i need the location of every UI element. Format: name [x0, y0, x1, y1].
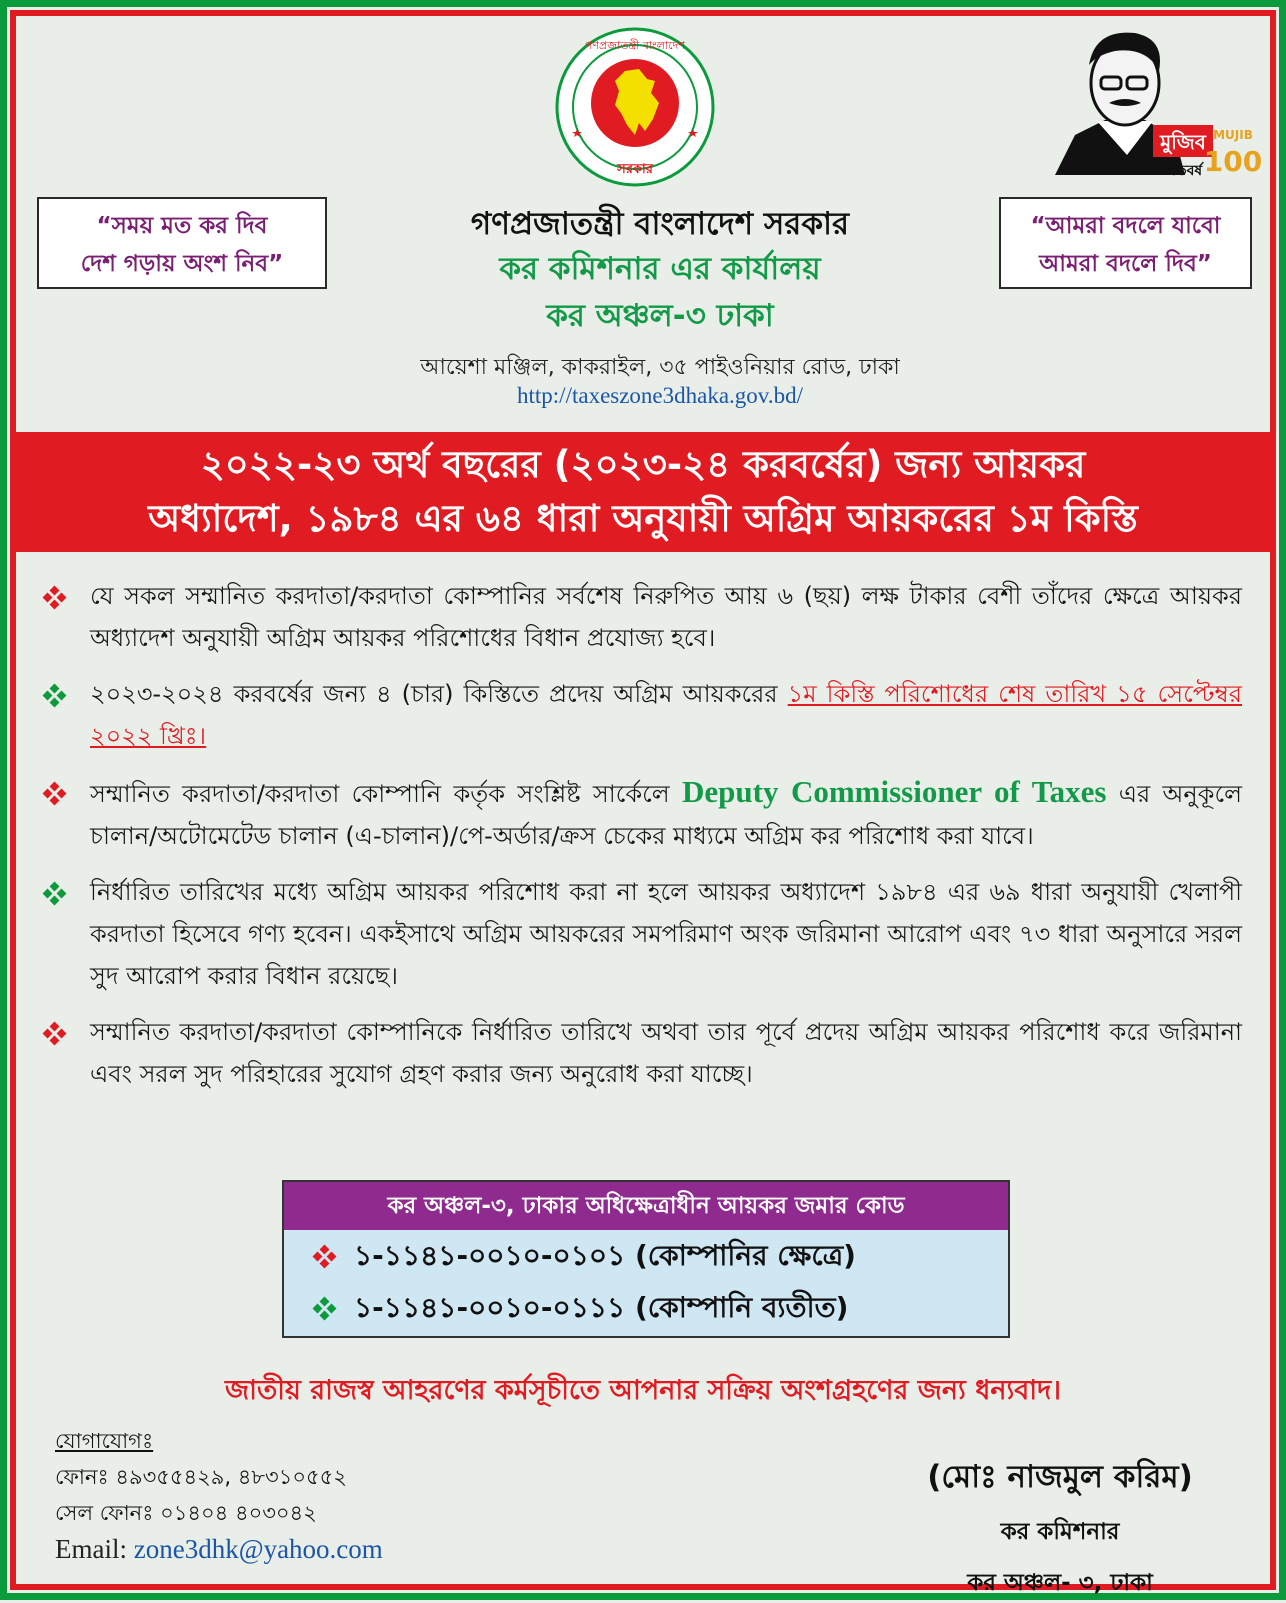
tax-code-company-text: ১-১১৪১-০০১০-০১০১ (কোম্পানির ক্ষেত্রে) [354, 1239, 856, 1272]
slogan-box-right [999, 197, 1252, 289]
bullet-text-4: নির্ধারিত তারিখের মধ্যে অগ্রিম আয়কর পরিশোধ করা না হলে আয়কর অধ্যাদেশ ১৯৮৪ এর ৬৯ ধারা অনুযায়ী খেলাপী করদাতা হিসেবে গণ্য হবেন। একইসাথে অগ্রিম আয়করের সমপরিমাণ অংক জরিমানা আরোপ এবং ৭৩ ধারা অনুসারে সরল সুদ আরোপ করার বিধান রয়েছে। [90, 878, 1242, 990]
bullet-item-2 [42, 673, 1242, 757]
bullet-text-3: সম্মানিত করদাতা/করদাতা কোম্পানি কর্তৃক সংশ্লিষ্ট সার্কেলে [90, 780, 683, 808]
email-link[interactable]: zone3dhk@yahoo.com [133, 1534, 383, 1564]
government-title: গণপ্রজাতন্ত্রী বাংলাদেশ সরকার [470, 206, 850, 242]
diamond-bullet-icon [42, 585, 68, 611]
mujib-year-text: শতবর্ষ [1167, 163, 1203, 179]
zone-title: কর অঞ্চল-৩ ঢাকা [546, 298, 774, 334]
mujib-100-logo [1035, 25, 1263, 185]
seal-text-top: গণপ্রজাতন্ত্রী বাংলাদেশ [585, 39, 685, 52]
diamond-bullet-icon [42, 1021, 68, 1047]
tax-code-company [284, 1230, 1008, 1282]
banner-line-2: অধ্যাদেশ, ১৯৮৪ এর ৬৪ ধারা অনুযায়ী অগ্রিম আয়করের ১ম কিস্তি [148, 497, 1138, 540]
bullet-item-1 [42, 575, 1242, 659]
signatory-title: কর কমিশনার [1000, 1519, 1120, 1545]
website-link[interactable]: http://taxeszone3dhaka.gov.bd/ [517, 383, 803, 408]
bullet-item-4 [42, 871, 1242, 997]
bullet-text-2: ২০২৩-২০২৪ করবর্ষের জন্য ৪ (চার) কিস্তিতে প্রদেয় অগ্রিম আয়করের [90, 680, 788, 708]
contact-email-row [55, 1531, 383, 1567]
contact-block [55, 1423, 383, 1567]
office-address: আয়েশা মঞ্জিল, কাকরাইল, ৩৫ পাইওনিয়ার রোড, ঢাকা [420, 355, 900, 380]
slogan-right-line-2: আমরা বদলে দিব” [1039, 251, 1212, 277]
slogan-right-line-1: “আমরা বদলে যাবো [1030, 213, 1221, 239]
contact-cell: সেল ফোনঃ ০১৪০৪ ৪০৩০৪২ [55, 1501, 317, 1525]
mujib-100-text: 100 [1203, 145, 1263, 178]
bullet-text-5: সম্মানিত করদাতা/করদাতা কোম্পানিকে নির্ধারিত তারিখে অথবা তার পূর্বে প্রদেয় অগ্রিম আয়কর পরিশোধ করে জরিমানা এবং সরল সুদ পরিহারের সুযোগ গ্রহণ করার জন্য অনুরোধ করা যাচ্ছে। [90, 1018, 1242, 1088]
deadline-highlight: ১ম কিস্তি পরিশোধের শেষ তারিখ ১৫ সেপ্টেম্বর ২০২২ খ্রিঃ। [90, 680, 1243, 750]
office-title: কর কমিশনার এর কার্যালয় [499, 251, 821, 287]
government-seal-icon [555, 27, 715, 187]
mujib-en-text: MUJIB [1213, 128, 1253, 142]
signatory-name: (মোঃ নাজমুল করিম) [927, 1459, 1193, 1495]
bullet-item-3 [42, 771, 1242, 857]
slogan-box-left [37, 197, 327, 289]
tax-code-title: কর অঞ্চল-৩, ঢাকার অধিক্ষেত্রাধীন আয়কর জমার কোড [284, 1182, 1008, 1230]
email-label: Email: [55, 1534, 134, 1564]
bullet-text-3-rest: এর অনুকূলে চালান/অটোমেটেড চালান (এ-চালান)/পে-অর্ডার/ক্রস চেকের মাধ্যমে অগ্রিম কর পরিশোধ করা যাবে। [90, 780, 1242, 850]
deputy-commissioner-text: Deputy Commissioner of Taxes [682, 774, 1107, 809]
notice-banner [16, 432, 1270, 552]
diamond-bullet-icon [42, 683, 68, 709]
contact-label: যোগাযোগঃ [55, 1429, 154, 1453]
tax-code-non-company [284, 1282, 1008, 1334]
tax-code-box [282, 1180, 1010, 1338]
tax-code-non-company-text: ১-১১৪১-০০১০-০১১১ (কোম্পানি ব্যতীত) [354, 1291, 849, 1324]
thanks-message: জাতীয় রাজস্ব আহরণের কর্মসূচীতে আপনার সক্রিয় অংশগ্রহণের জন্য ধন্যবাদ। [225, 1375, 1061, 1406]
diamond-bullet-icon [312, 1296, 338, 1322]
notice-bullet-list [42, 575, 1242, 1109]
slogan-left-line-1: “সময় মত কর দিব [96, 213, 268, 239]
signatory-office: কর অঞ্চল- ৩, ঢাকা [967, 1570, 1153, 1596]
contact-phone: ফোনঃ ৪৯৩৫৫৪২৯, ৪৮৩১০৫৫২ [55, 1465, 347, 1489]
diamond-bullet-icon [312, 1244, 338, 1270]
bullet-item-5 [42, 1011, 1242, 1095]
banner-line-1: ২০২২-২৩ অর্থ বছরের (২০২৩-২৪ করবর্ষের) জন্য আয়কর [200, 443, 1086, 486]
slogan-left-line-2: দেশ গড়ায় অংশ নিব” [80, 251, 284, 277]
diamond-bullet-icon [42, 781, 68, 807]
diamond-bullet-icon [42, 881, 68, 907]
mujib-bn-text: মুজিব [1160, 130, 1206, 154]
signature-block [870, 1453, 1250, 1603]
seal-text-bottom: সরকার [617, 162, 653, 177]
bullet-text-1: যে সকল সম্মানিত করদাতা/করদাতা কোম্পানির সর্বশেষ নিরুপিত আয় ৬ (ছয়) লক্ষ টাকার বেশী তাঁদের ক্ষেত্রে আয়কর অধ্যাদেশ অনুযায়ী অগ্রিম আয়কর পরিশোধের বিধান প্রযোজ্য হবে। [90, 582, 1242, 652]
